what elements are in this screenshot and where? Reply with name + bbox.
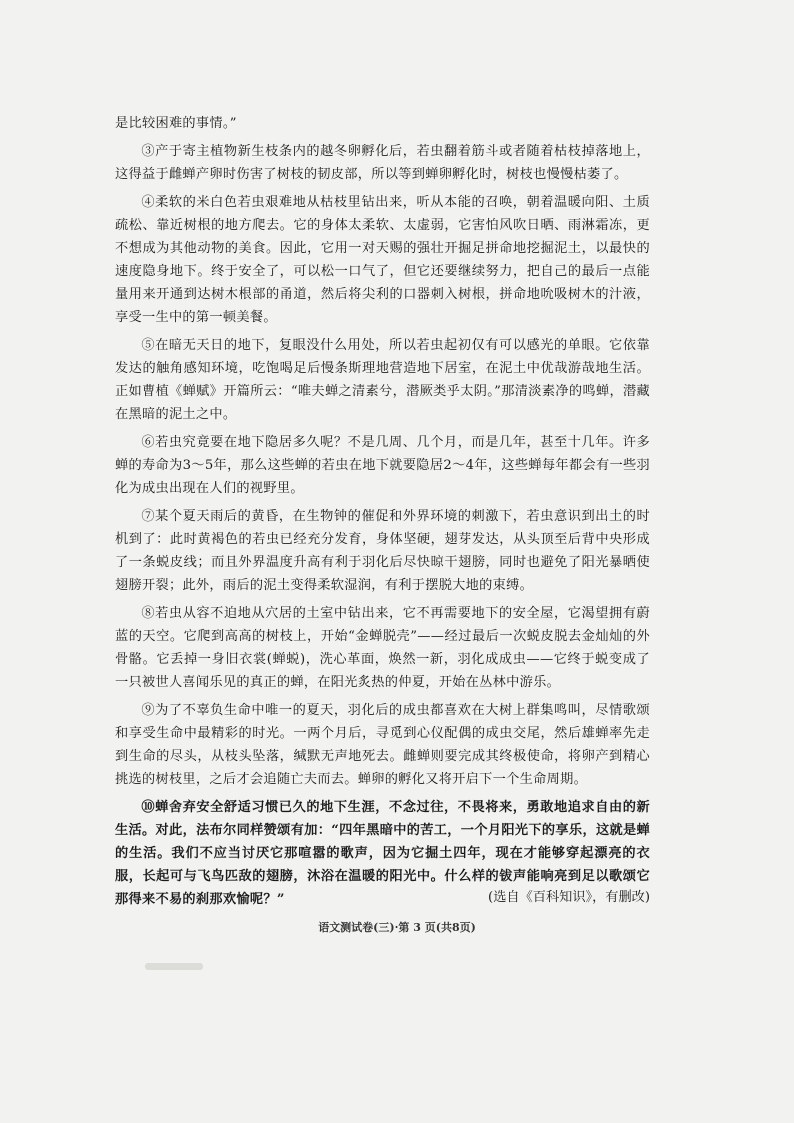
paragraph-5: ⑤在暗无天日的地下，复眼没什么用处，所以若虫起初仅有可以感光的单眼。它依靠发达的触角感知环境，吃饱喝足后慢条斯理地营造地下居室，在泥土中优哉游哉地生活。正如曹植《蝉赋》开篇所云：“唯夫蝉之清素兮，潜厥类乎太阴。”那清淡素净的鸣蝉，潜藏在黑暗的泥土之中。	[115, 338, 650, 422]
paragraph-continued: 是比较困难的事情。”	[115, 116, 237, 131]
scan-smudge	[145, 963, 203, 970]
paragraph-7: ⑦某个夏天雨后的黄昏，在生物钟的催促和外界环境的刺激下，若虫意识到出土的时机到了：此时黄褐色的若虫已经充分发育，身体坚硬，翅芽发达，从头顶至后背中央形成了一条蜕皮线；而且外界温度升高有利于羽化后尽快晾干翅膀，同时也避免了阳光暴晒使翅膀开裂；此外，雨后的泥土变得柔软湿润，有利于摆脱大地的束缚。	[115, 509, 650, 593]
paragraph-4: ④柔软的米白色若虫艰难地从枯枝里钻出来，听从本能的召唤，朝着温暖向阳、土质疏松、靠近树根的地方爬去。它的身体太柔软、太虚弱，它害怕风吹日晒、雨淋霜冻，更不想成为其他动物的美食。因此，它用一对天赐的强壮开掘足拼命地挖掘泥土，以最快的速度隐身地下。终于安全了，可以松一口气了，但它还要继续努力，把自己的最后一点能量用来开通到达树木根部的甬道，然后将尖利的口器刺入树根，拼命地吮吸树木的汁液，享受一生中的第一顿美餐。	[115, 195, 650, 325]
paragraph-8: ⑧若虫从容不迫地从穴居的土室中钻出来，它不再需要地下的安全屋，它渴望拥有蔚蓝的天空。它爬到高高的树枝上，开始“金蝉脱壳”——经过最后一次蜕皮脱去金灿灿的外骨骼。它丢掉一身旧衣裳(蝉蜕)，洗心革面，焕然一新，羽化成成虫——它终于蜕变成了一只被世人喜闻乐见的真正的蝉，在阳光炙热的仲夏，开始在丛林中游乐。	[115, 606, 650, 690]
page-footer: 语文测试卷(三)·第 3 页(共8页)	[318, 921, 476, 934]
source-citation: (选自《百科知识》，有删改)	[488, 890, 650, 905]
paragraph-10: ⑩蝉舍弃安全舒适习惯已久的地下生涯，不念过往，不畏将来，勇敢地追求自由的新生活。对此，法布尔同样赞颂有加：“四年黑暗中的苦工，一个月阳光下的享乐，这就是蝉的生活。我们不应当讨厌它那喧嚣的歌声，因为它掘土四年，现在才能够穿起漂亮的衣服，长起可与飞鸟匹敌的翅膀，沐浴在温暖的阳光中。什么样的钹声能响亮到足以歌颂它那得来不易的刹那欢愉呢？”	[115, 800, 650, 907]
paragraph-9: ⑨为了不辜负生命中唯一的夏天，羽化后的成虫都喜欢在大树上群集鸣叫，尽情歌颂和享受生命中最精彩的时光。一两个月后，寻觅到心仪配偶的成虫交尾，然后雄蝉率先走到生命的尽头，从枝头坠落，缄默无声地死去。雌蝉则要完成其终极使命，将卵产到精心挑选的树枝里，之后才会追随亡夫而去。蝉卵的孵化又将开启下一个生命周期。	[115, 703, 650, 787]
paragraph-3: ③产于寄主植物新生枝条内的越冬卵孵化后，若虫翻着筋斗或者随着枯枝掉落地上，这得益于雌蝉产卵时伤害了树枝的韧皮部，所以等到蝉卵孵化时，树枝也慢慢枯萎了。	[115, 144, 650, 182]
article-body	[115, 112, 650, 916]
paragraph-6: ⑥若虫究竟要在地下隐居多久呢？不是几周、几个月，而是几年，甚至十几年。许多蝉的寿命为3～5年，那么这些蝉的若虫在地下就要隐居2～4年，这些蝉每年都会有一些羽化为成虫出现在人们的视野里。	[115, 435, 650, 496]
